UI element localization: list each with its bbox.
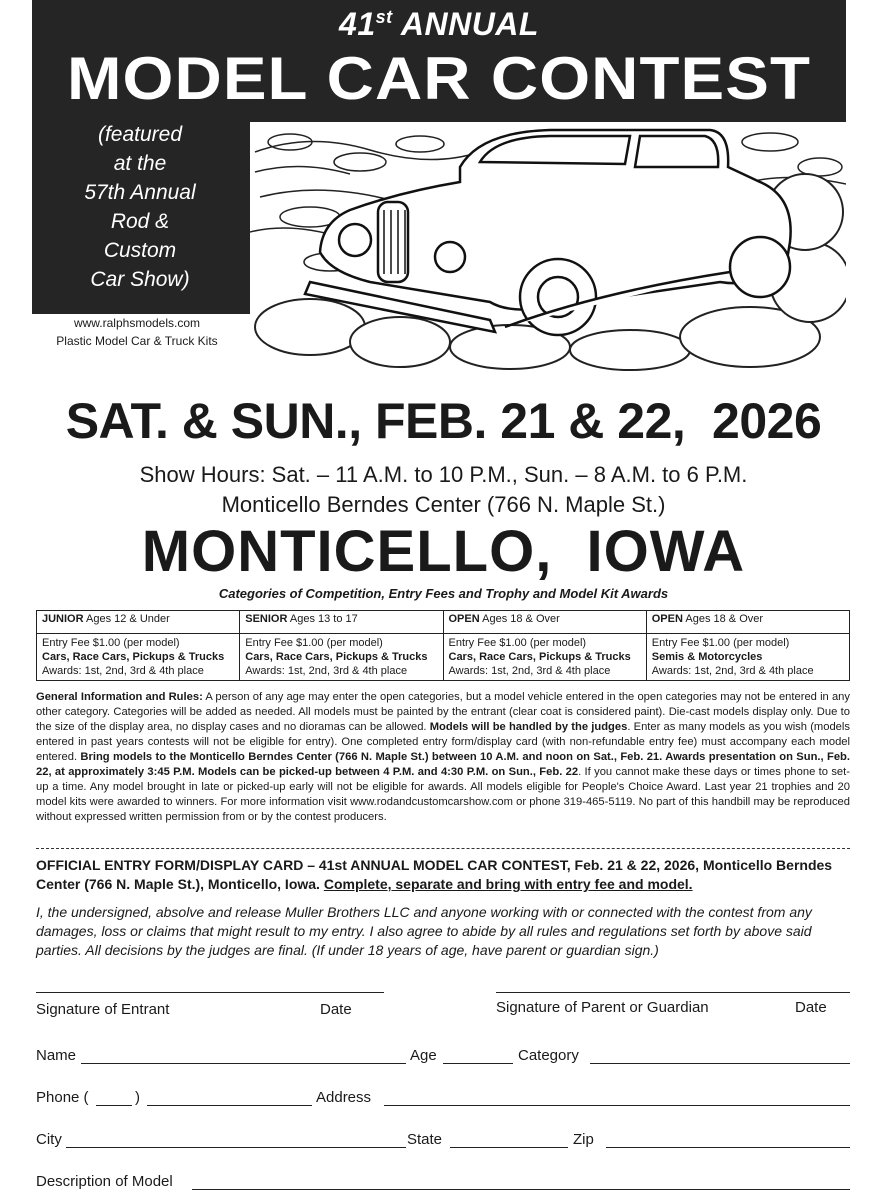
signature-entrant-line[interactable] [36, 992, 384, 993]
cut-line-divider [36, 848, 850, 849]
zip-label: Zip [573, 1131, 594, 1148]
name-field[interactable] [81, 1063, 406, 1064]
zip-field[interactable] [606, 1147, 850, 1148]
address-field[interactable] [384, 1105, 850, 1106]
age-field[interactable] [443, 1063, 513, 1064]
category-details: Entry Fee $1.00 (per model) Semis & Motorcycles Awards: 1st, 2nd, 3rd & 4th place [646, 634, 849, 681]
signature-entrant-label: Signature of Entrant [36, 1001, 170, 1018]
signature-parent-line[interactable] [496, 992, 850, 993]
description-label: Description of Model [36, 1173, 173, 1190]
address-label: Address [316, 1089, 372, 1106]
table-header-row [37, 611, 850, 634]
phone-close-paren: ) [135, 1089, 140, 1106]
website-url: www.ralphsmodels.com [73, 316, 201, 330]
state-label: State [407, 1131, 443, 1148]
event-dates: SAT. & SUN., FEB. 21 & 22, 2026 [65, 393, 822, 449]
entry-form-heading: OFFICIAL ENTRY FORM/DISPLAY CARD – 41st ANNUAL MODEL CAR CONTEST, Feb. 21 & 22, 2026, Monticello Berndes Center (766 N. Maple St.), Monticello, Iowa. Complete, separate and bring with entry fee and model. [36, 857, 833, 892]
category-details: Entry Fee $1.00 (per model) Cars, Race Cars, Pickups & Trucks Awards: 1st, 2nd, 3rd & 4th place [443, 634, 646, 681]
category-details: Entry Fee $1.00 (per model) Cars, Race Cars, Pickups & Trucks Awards: 1st, 2nd, 3rd & 4th place [37, 634, 240, 681]
date-label: Date [795, 999, 827, 1016]
phone-field[interactable] [147, 1105, 312, 1106]
phone-label: Phone ( [36, 1089, 89, 1106]
categories-table [36, 610, 850, 681]
contest-title: MODEL CAR CONTEST [66, 45, 811, 112]
kits-tagline: Plastic Model Car & Truck Kits [56, 334, 218, 348]
name-label: Name [36, 1047, 77, 1064]
state-field[interactable] [450, 1147, 568, 1148]
category-header: JUNIOR Ages 12 & Under [37, 611, 240, 634]
rules-paragraph: General Information and Rules: A person of any age may enter the open categories, but a model vehicle entered in the open categories may not be entered in any other category. Categories will be added as needed. All models must be painted by the entrant (clear coat is considered paint). Die-cast models display only. Due to the size of the display area, no display cases and no dioramas can be allowed. Models will be handled by the judges. Enter as many models as you wish (models entered in past years contests will not be eligible for entry). One completed entry form/display card (with non-refundable entry fee) must accompany each model entered. Bring models to the Monticello Berndes Center (766 N. Maple St.) between 10 A.M. and noon on Sat., Feb. 21. Awards presentation on Sun., Feb. 22, at approximately 3:45 P.M. Models can be picked-up between 4 P.M. and 4:30 P.M. on Sun., Feb. 22. If you cannot make these days or times phone to set-up a time. Any model brought in late or picked-up early will not be eligible for awards. All models eligible for People's Choice Award. Last year 21 trophies and 20 model kits were awarded to winners. For more information visit www.rodandcustomcarshow.com or phone 319-465-5119. No part of this handbill may be reproduced without expressed written permission from or by the contest producers. [36, 691, 850, 823]
area-code-field[interactable] [96, 1105, 132, 1106]
age-label: Age [410, 1047, 437, 1064]
category-label: Category [518, 1047, 579, 1064]
featured-note: (featured at the 57th Annual Rod & Custom Car Show) [84, 123, 196, 291]
city-title: MONTICELLO, IOWA [141, 519, 746, 584]
city-field[interactable] [66, 1147, 406, 1148]
category-field[interactable] [590, 1063, 850, 1064]
annual-heading: 41st ANNUAL [339, 6, 539, 42]
table-row [37, 634, 850, 681]
date-label: Date [320, 1001, 352, 1018]
show-hours: Show Hours: Sat. – 11 A.M. to 10 P.M., Sun. – 8 A.M. to 6 P.M. [139, 462, 748, 487]
signature-parent-label: Signature of Parent or Guardian [496, 999, 709, 1016]
release-statement: I, the undersigned, absolve and release Muller Brothers LLC and anyone working with or connected with the contest from any damages, loss or claims that might result to my entry. I also agree to abide by all rules and regulations set forth by above said parties. All decisions by the judges are final. (If under 18 years of age, have parent or guardian sign.) [36, 904, 812, 958]
category-details: Entry Fee $1.00 (per model) Cars, Race Cars, Pickups & Trucks Awards: 1st, 2nd, 3rd & 4th place [240, 634, 443, 681]
category-header: OPEN Ages 18 & Over [646, 611, 849, 634]
categories-caption: Categories of Competition, Entry Fees and Trophy and Model Kit Awards [218, 586, 669, 601]
city-label: City [36, 1131, 62, 1148]
category-header: OPEN Ages 18 & Over [443, 611, 646, 634]
description-field[interactable] [192, 1189, 850, 1190]
vintage-car-illustration [250, 122, 846, 372]
venue: Monticello Berndes Center (766 N. Maple St.) [221, 492, 666, 517]
category-header: SENIOR Ages 13 to 17 [240, 611, 443, 634]
